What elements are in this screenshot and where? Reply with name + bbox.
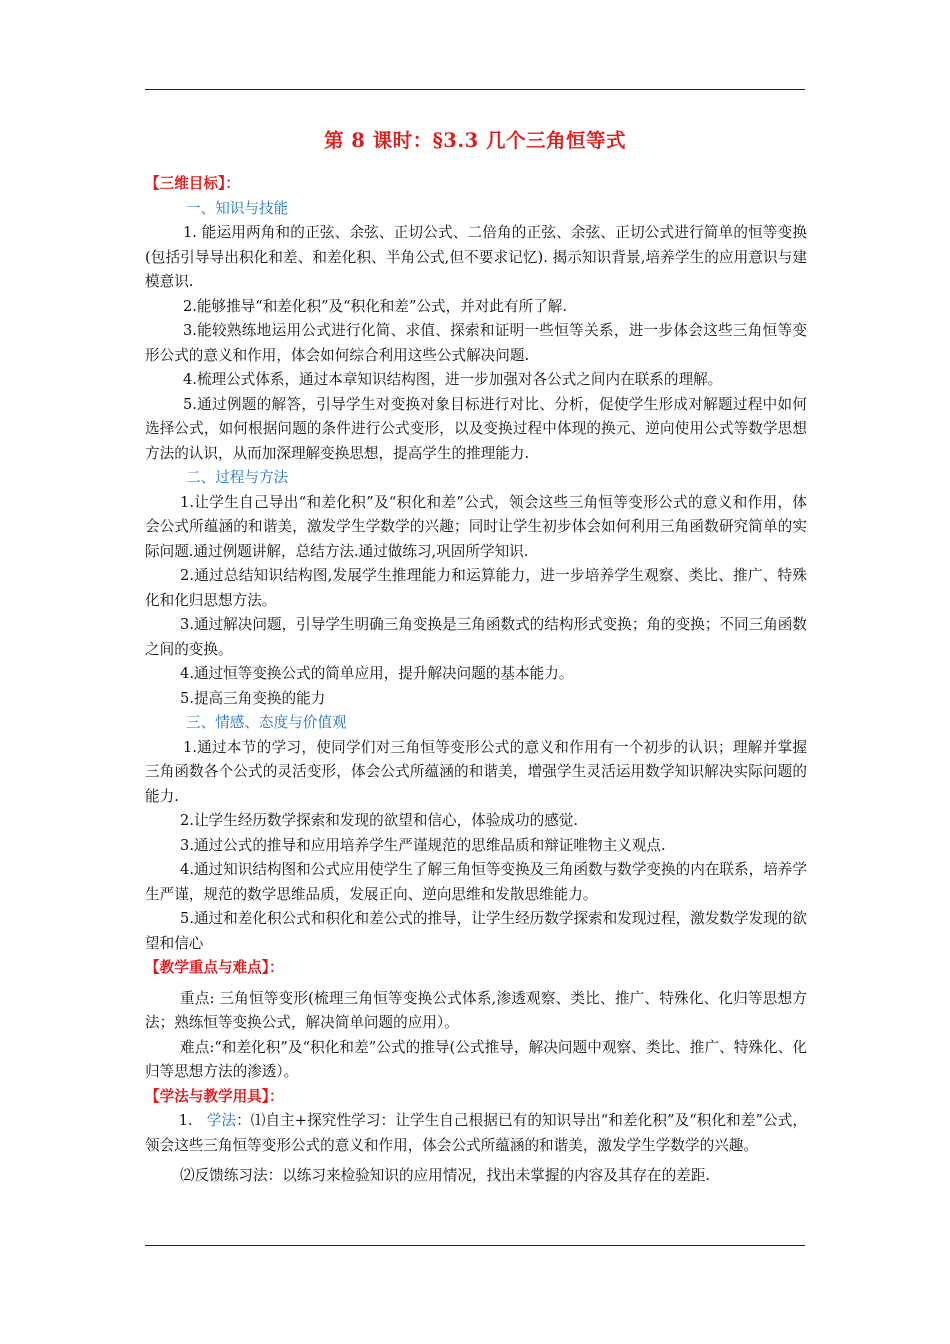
emotion-item: 3.通过公式的推导和应用培养学生严谨规范的思维品质和辩证唯物主义观点. (180, 836, 666, 854)
process-item: 2.通过总结知识结构图,发展学生推理能力和运算能力，进一步培养学生观察、类比、推广、特殊化和化归思想方法。 (145, 567, 807, 609)
process-item: 1.让学生自己导出“和差化积”及“积化和差”公式，领会这些三角恒等变形公式的意义和作用，体会公式所蕴涵的和谐美，激发学生学数学的兴趣；同时让学生初步体会如何利用三角函数研究简单的实际问题.通过例题讲解，总结方法.通过做练习,巩固所学知识. (145, 493, 807, 560)
process-heading: 二、过程与方法 (186, 469, 289, 486)
footer-rule (145, 1245, 805, 1246)
document-body (145, 172, 807, 1189)
method-item-2: ⑵反馈练习法：以练习来检验知识的应用情况，找出未掌握的内容及其存在的差距. (180, 1167, 711, 1184)
process-item: 4.通过恒等变换公式的简单应用，提升解决问题的基本能力。 (180, 665, 574, 682)
emotion-item: 4.通过知识结构图和公式应用使学生了解三角恒等变换及三角函数与数学变换的内在联系，培养学生严谨，规范的数学思维品质，发展正向、逆向思维和发散思维能力。 (145, 861, 807, 903)
method-item-1 (145, 1109, 807, 1158)
knowledge-heading: 一、知识与技能 (186, 199, 289, 217)
process-item: 3.通过解决问题，引导学生明确三角变换是三角函数式的结构形式变换；角的变换；不同三角函数之间的变换。 (145, 616, 807, 658)
method-heading: 【学法与教学用具】： (145, 1087, 284, 1105)
emotion-item: 2.让学生经历数学探索和发现的欲望和信心，体验成功的感觉. (180, 812, 579, 829)
emotion-item: 1.通过本节的学习，使同学们对三角恒等变形公式的意义和作用有一个初步的认识；理解并掌握三角函数各个公式的灵活变形，体会公式所蕴涵的和谐美，增强学生灵活运用数学知识解决实际问题的能力. (145, 738, 807, 805)
knowledge-item: 3.能较熟练地运用公式进行化简、求值、探索和证明一些恒等关系，进一步体会这些三角恒等变形公式的意义和作用，体会如何综合利用这些公式解决问题. (145, 322, 807, 364)
goals-heading: 【三维目标】： (145, 175, 240, 192)
emotion-heading: 三、情感、态度与价值观 (186, 714, 347, 731)
key-point: 重点: 三角恒等变形(梳理三角恒等变换公式体系,渗透观察、类比、推广、特殊化、化归等思想方法；熟练恒等变换公式，解决简单问题的应用）。 (145, 989, 807, 1031)
emotion-item: 5.通过和差化积公式和积化和差公式的推导，让学生经历数学探索和发现过程，激发数学发现的欲望和信心 (145, 910, 807, 952)
knowledge-item: 5.通过例题的解答，引导学生对变换对象目标进行对比、分析，促使学生形成对解题过程中如何选择公式，如何根据问题的条件进行公式变形，以及变换过程中体现的换元、逆向使用公式等数学思想方法的认识，从而加深理解变换思想，提高学生的推理能力. (145, 395, 807, 462)
knowledge-item: 2.能够推导“和差化积”及“积化和差”公式，并对此有所了解. (182, 297, 568, 315)
method-label: 学法 (206, 1112, 237, 1129)
key-heading: 【教学重点与难点】： (145, 959, 284, 976)
difficulty: 难点:“和差化积”及“积化和差”公式的推导(公式推导，解决问题中观察、类比、推广、特殊化、化归等思想方法的渗透）。 (145, 1038, 807, 1080)
method-number: 1. (178, 1112, 193, 1129)
knowledge-item: 4.梳理公式体系，通过本章知识结构图，进一步加强对各公式之间内在联系的理解。 (182, 371, 723, 388)
header-rule (145, 89, 805, 90)
page-title: 第 8 课时：§3.3 几个三角恒等式 (323, 129, 627, 152)
process-item: 5.提高三角变换的能力 (180, 689, 326, 707)
knowledge-item: 1. 能运用两角和的正弦、余弦、正切公式、二倍角的正弦、余弦、正切公式进行简单的恒等变换(包括引导导出积化和差、和差化积、半角公式,但不要求记忆). 揭示知识背景,培养学生的应用意识与建模意识. (145, 224, 807, 290)
method-item-1-text: ：⑴自主+探究性学习：让学生自己根据已有的知识导出“和差化积”及“积化和差”公式，领会这些三角恒等变形公式的意义和作用，体会公式所蕴涵的和谐美，激发学生学数学的兴趣。 (145, 1112, 807, 1154)
